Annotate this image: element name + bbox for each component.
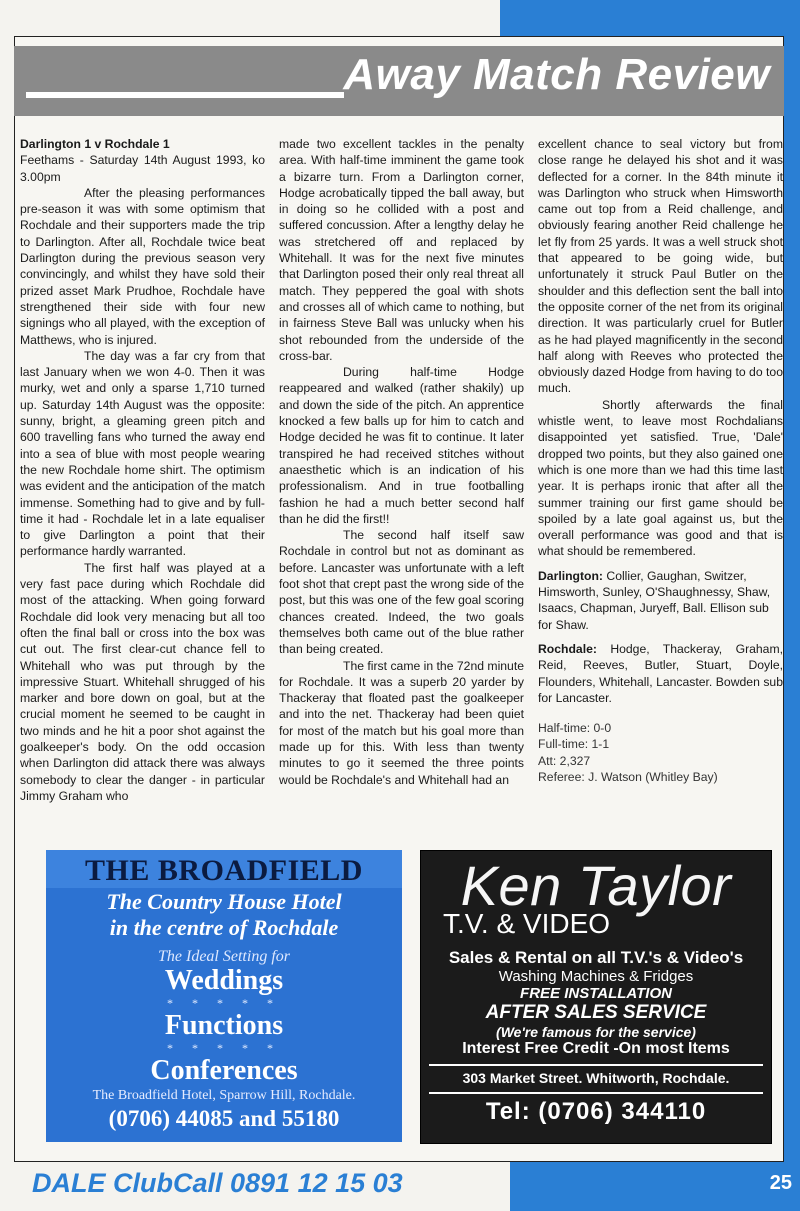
- page-number: 25: [769, 1172, 792, 1194]
- paragraph: Shortly afterwards the final whistle went, to leave most Rochdalians disappointed yet satisfied. True, 'Dale' dropped two points, but they also gained one which is one more than we had this time last year. It is perhaps ironic that after all the summer training our first game should be spoiled by a late goal against us, but the overall performance was good and that is what should be remembered.: [538, 397, 783, 559]
- broadfield-heading: THE BROADFIELD: [46, 850, 402, 888]
- darlington-players: Collier, Gaughan, Switzer, Himsworth, Sunley, O'Shaughnessy, Shaw, Isaacs, Chapman, Juryeff, Ball. Ellison sub for Shaw.: [538, 568, 771, 632]
- broadfield-phone: (0706) 44085 and 55180: [108, 1106, 340, 1131]
- ken-taylor-address: 303 Market Street. Whitworth, Rochdale.: [462, 1070, 730, 1086]
- rochdale-label: Rochdale:: [538, 641, 597, 656]
- broadfield-subtitle-1: The Country House Hotel: [106, 889, 342, 914]
- match-stats: [538, 720, 783, 785]
- paragraph: The first came in the 72nd minute for Rochdale. It was a superb 20 yarder by Thackeray that floated past the goalkeeper and into the net. Thackeray had been quiet for most of the match but his goal more than made up for this. With less than twenty minutes to go it seemed the three points would be Rochdale's and Whitehall had an: [279, 658, 524, 787]
- ken-taylor-advert: [420, 850, 772, 1144]
- ken-taylor-phone: Tel: (0706) 344110: [485, 1098, 707, 1125]
- paragraph: made two excellent tackles in the penalty area. With half-time imminent the game took a bizarre turn. From a Darlington corner, Hodge acrobatically tipped the ball away, but in doing so he collided with a post and suffered concussion. After a lengthy delay he was stretchered off and replaced by Whitehall. It was for the next five minutes that Darlington posed their only real threat all match. They peppered the goal with shots and crosses all of which came to nothing, but in fairness Steve Ball was unlucky when his shot rebounded from the underside of the cross-bar.: [279, 137, 524, 363]
- ken-taylor-tv: T.V. & VIDEO: [443, 908, 611, 939]
- broadfield-advert: [46, 850, 402, 1142]
- clubcall-footer: DALE ClubCall 0891 12 15 03: [32, 1168, 403, 1198]
- star-divider: * * * * *: [167, 996, 281, 1010]
- stat-referee: Referee: J. Watson (Whitley Bay): [538, 769, 718, 784]
- ken-taylor-free-install: FREE INSTALLATION: [520, 985, 672, 1002]
- broadfield-ideal: The Ideal Setting for: [158, 948, 290, 965]
- stat-full-time: Full-time: 1-1: [538, 737, 610, 752]
- ken-taylor-sales: Sales & Rental on all T.V.'s & Video's: [448, 948, 744, 967]
- header-bar: [14, 46, 784, 116]
- header-rule: [26, 92, 344, 98]
- paragraph: excellent chance to seal victory but from close range he delayed his shot and it was deflected for a corner. In the 84th minute it was Darlington who struck when Himsworth came out top from a Reid challenge, and obviously fearing another Reid challenge he let fly from 25 yards. It was a well struck shot that appeared to be going wide, but unfortunately it struck Paul Butler on the shoulder and this deflection sent the ball into the opposite corner of the net from its original direction. It was particularly cruel for Butler as he had played magnificently in the second half along with Reeves who protected the obviously dazed Hodge from having to do too much.: [538, 137, 783, 396]
- rochdale-lineup: [538, 641, 783, 706]
- broadfield-subtitle-2: in the centre of Rochdale: [109, 915, 339, 940]
- ken-taylor-name: Ken Taylor: [460, 854, 732, 917]
- ken-taylor-washing: Washing Machines & Fridges: [498, 968, 694, 985]
- paragraph: The day was a far cry from that last January when we won 4-0. Then it was murky, wet and only a sparse 1,710 turned up. Saturday 14th August was the opposite: sunny, bright, a gleaming green pitch and 600 travelling fans who turned the away end into a sea of blue with most people wearing the new Rochdale home shirt. The optimism was evident and the anticipation of the match immense. Something had to give and by full-time it had - Rochdale let in a late equaliser to give Darlington a point that their performance hardly warranted.: [20, 348, 265, 559]
- paragraph: The first half was played at a very fast pace during which Rochdale did most of the attacking. When going forward Rochdale did look very menacing but all too often the final ball or cross into the box was cut out. The first clear-cut chance fell to Whitehall who was put through by the impressive Stuart. Whitehall shrugged of his marker and bore down on goal, but at the crucial moment he seemed to be caught in two minds and he hit a poor shot against the goalkeeper's body. On the odd occasion when Darlington did attack there was always somebody to clear the danger - in particular Jimmy Graham who: [20, 560, 265, 803]
- ken-taylor-divider: [429, 1092, 763, 1094]
- paragraph: After the pleasing performances pre-season it was with some optimism that Rochdale and their supporters made the trip to Darlington. After all, Rochdale twice beat Darlington during the previous season very convincingly, and whilst they have sold their prized asset Mark Prudhoe, Rochdale have strengthened their side with four new signings who all played, with the exception of Matthews, who is injured.: [20, 185, 265, 347]
- ken-taylor-famous: (We're famous for the service): [496, 1024, 696, 1040]
- ken-taylor-after-sales: AFTER SALES SERVICE: [485, 1002, 707, 1023]
- venue-date: Feethams - Saturday 14th August 1993, ko 3.00pm: [20, 153, 265, 184]
- broadfield-functions: Functions: [164, 1010, 284, 1041]
- star-divider: * * * * *: [167, 1041, 281, 1055]
- page-title: Away Match Review: [343, 50, 770, 99]
- darlington-lineup: [538, 568, 783, 633]
- stat-half-time: Half-time: 0-0: [538, 721, 612, 736]
- ken-taylor-credit: Interest Free Credit -On most Items: [462, 1040, 730, 1057]
- match-title: Darlington 1 v Rochdale 1: [20, 137, 170, 151]
- article-column-1: [20, 136, 265, 836]
- article: [20, 136, 784, 836]
- article-column-2: [279, 136, 524, 836]
- darlington-label: Darlington:: [538, 568, 603, 583]
- paragraph: The second half itself saw Rochdale in control but not as dominant as before. Lancaster was unfortunate with a left foot shot that crept past the wrong side of the post, but this was one of the few goal scoring chances created. Indeed, the two goals themselves both came out of the blue rather than being created.: [279, 528, 524, 657]
- article-column-3: [538, 136, 783, 836]
- ken-taylor-divider: [429, 1064, 763, 1066]
- rochdale-players: Hodge, Thackeray, Graham, Reid, Reeves, Butler, Stuart, Doyle, Flounders, Whitehall, Lancaster. Bowden sub for Lancaster.: [538, 641, 783, 705]
- broadfield-address: The Broadfield Hotel, Sparrow Hill, Rochdale.: [92, 1088, 356, 1103]
- decorative-blue-side: [782, 60, 800, 1160]
- paragraph: During half-time Hodge reappeared and walked (rather shakily) up and down the side of the pitch. An apprentice knocked a few balls up for him to catch and Hodge decided he was fit to continue. It later transpired he had received stitches without anaesthetic which is an indication of his professionalism. And in true footballing fashion he had a much better second half than he did the first!!: [279, 365, 524, 526]
- broadfield-conferences: Conferences: [150, 1055, 298, 1086]
- broadfield-weddings: Weddings: [164, 965, 284, 996]
- stat-attendance: Att: 2,327: [538, 753, 591, 768]
